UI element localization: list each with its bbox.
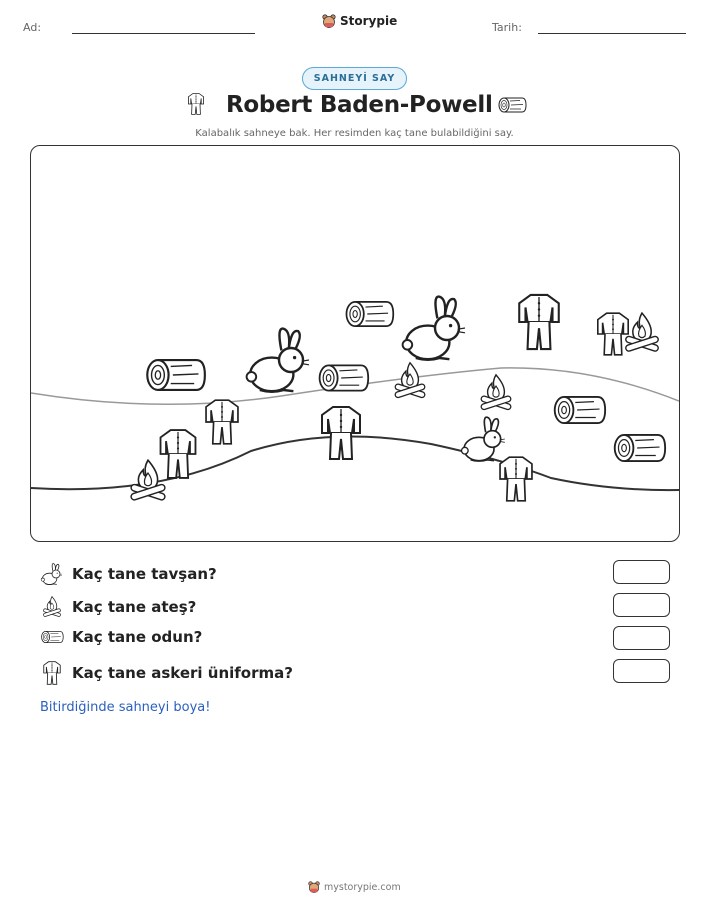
footer-url[interactable]: mystorypie.com [324,881,401,893]
instruction-text: Bitirdiğinde sahneyi boya! [40,700,211,715]
log [555,397,605,423]
date-line[interactable] [538,33,686,34]
answer-box[interactable] [613,593,670,617]
name-line[interactable] [72,33,255,34]
date-label: Tarih: [492,21,522,34]
log-title-icon [497,95,527,119]
question-text: Kaç tane tavşan? [72,565,217,583]
rabbit [462,417,505,461]
uniform [322,407,360,459]
name-label: Ad: [23,21,42,34]
badge-wrap [0,66,709,85]
page-subtitle: Kalabalık sahneye bak. Her resimden kaç tane bulabildiğini say. [195,128,514,139]
scene-illustration[interactable] [31,146,679,541]
campfire [480,375,511,410]
uniform [161,430,196,478]
answer-box[interactable] [613,626,670,650]
uniform-title-icon [186,91,206,121]
log [615,435,665,461]
campfire [625,313,659,352]
front-hill-line [31,436,679,490]
brand-logo [322,14,397,28]
uniform-icon [40,660,64,686]
log [147,360,205,390]
log [320,365,369,390]
uniform [500,457,532,501]
question-row [40,660,293,686]
log-icon [40,628,64,646]
bear-icon [308,881,320,893]
question-row [40,594,196,620]
brand-name: Storypie [340,14,398,28]
uniform [519,295,559,349]
scene-frame [30,145,680,542]
footer [308,881,401,893]
question-text: Kaç tane ateş? [72,598,197,616]
uniform [206,400,238,444]
uniform [598,313,628,355]
page-title: Robert Baden-Powell [226,92,493,118]
rabbit [403,297,465,360]
question-row [40,628,202,646]
log [346,302,393,326]
question-text: Kaç tane askeri üniforma? [72,664,293,682]
rabbit [247,329,309,392]
rabbit-icon [40,561,64,587]
question-text: Kaç tane odun? [72,628,203,646]
answer-box[interactable] [613,560,670,584]
campfire [394,363,425,398]
section-badge: SAHNEYİ SAY [302,67,407,90]
question-row [40,561,217,587]
campfire-icon [40,594,64,620]
bear-icon [322,14,336,28]
answer-box[interactable] [613,659,670,683]
